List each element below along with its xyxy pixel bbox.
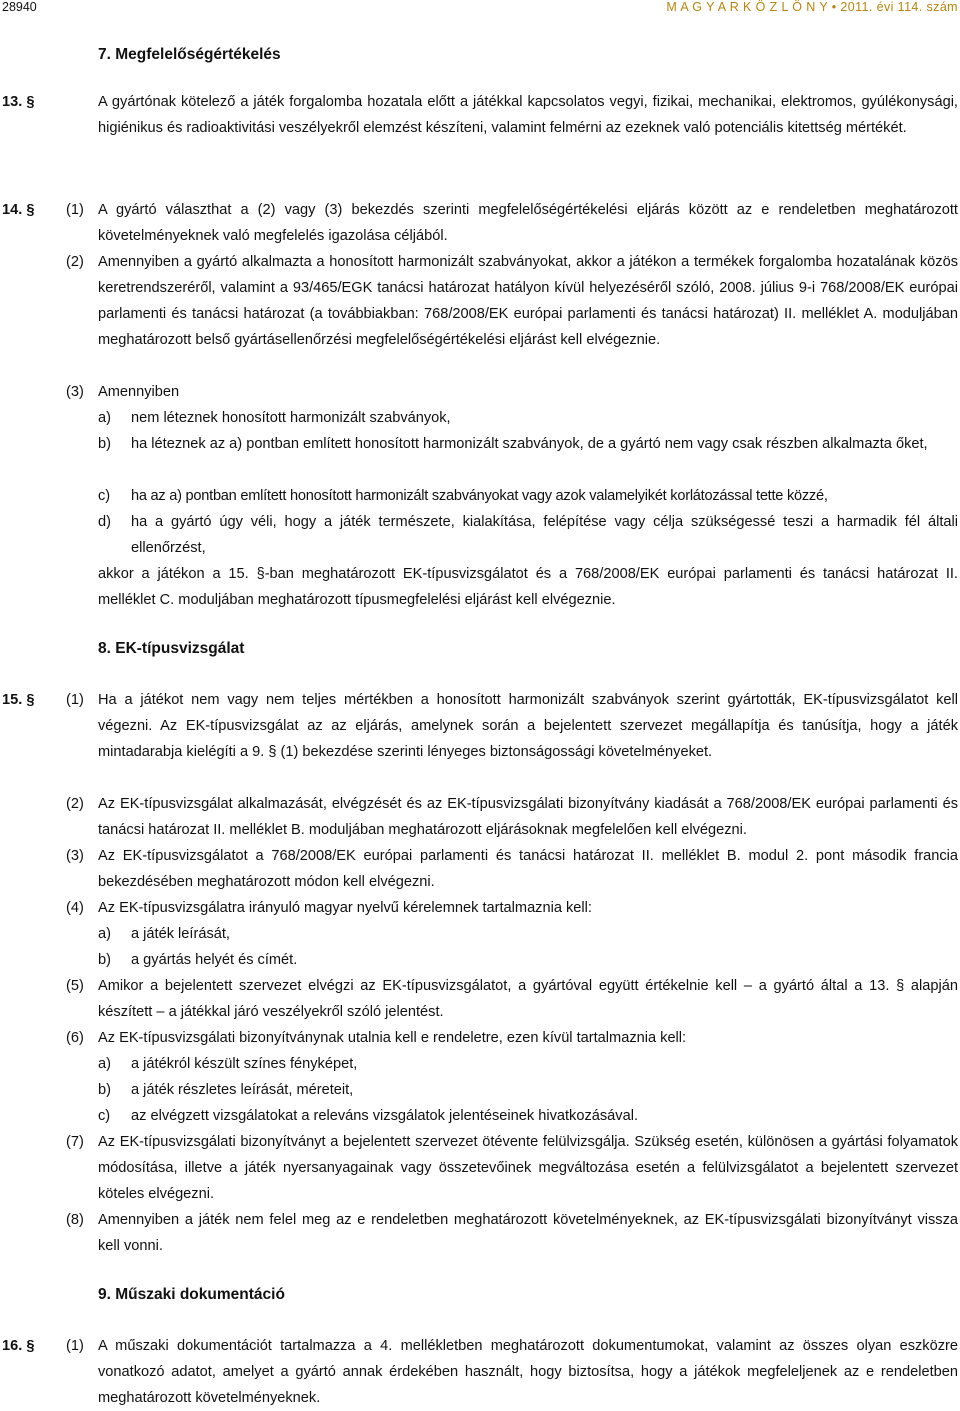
subsection-marker: (2) — [66, 254, 84, 270]
subsection-marker: (7) — [66, 1134, 84, 1150]
section-title-7: 7. Megfelelőségértékelés — [98, 46, 281, 63]
list-item-text: a játék leírását, — [131, 926, 230, 942]
p15-subsection-7: Az EK-típusvizsgálati bizonyítványt a bejelentett szervezet ötévente felülvizsgálja. Szükség esetén, különösen a gyártási folyamatok módosítása, illetve a játék nyersanyagainak vagy összetevőinek megváltozása esetén a felülvizsgálatot a bejelentett szervezet köteles elvégezni. — [98, 1134, 958, 1202]
p14-subsection-2: Amennyiben a gyártó alkalmazta a honosított harmonizált szabványokat, akkor a játékon a termékek forgalomba hozatalának közös keretrendszeréről, valamint a 93/465/EGK tanácsi határozat hatályon kívül helyezéséről szóló, 2008. július 9-i 768/2008/EK európai parlamenti és tanácsi határozat (a továbbiakban: 768/2008/EK európai parlamenti és tanácsi határozat) II. melléklet A. moduljában meghatározott belső gyártásellenőrzési megfelelőségértékelési eljárást kell elvégeznie. — [98, 254, 958, 348]
page-number: 28940 — [2, 0, 37, 14]
list-item-label: a) — [98, 1056, 111, 1072]
list-item-label: d) — [98, 514, 111, 530]
subsection-marker: (3) — [66, 384, 84, 400]
list-item-text: nem léteznek honosított harmonizált szabványok, — [131, 410, 451, 426]
p15-subsection-4: Az EK-típusvizsgálatra irányuló magyar nyelvű kérelemnek tartalmaznia kell: — [98, 900, 592, 916]
p15-subsection-8: Amennyiben a játék nem felel meg az e rendeletben meghatározott követelményeknek, az EK-típusvizsgálati bizonyítványt vissza kell vonni. — [98, 1212, 958, 1254]
paragraph-number-13: 13. § — [2, 94, 35, 110]
subsection-marker: (1) — [66, 692, 84, 708]
subsection-marker: (5) — [66, 978, 84, 994]
list-item-label: c) — [98, 1108, 111, 1124]
p14-subsection-3-conclusion: akkor a játékon a 15. §-ban meghatározott EK-típusvizsgálatot és a 768/2008/EK európai parlamenti és tanácsi határozat II. melléklet C. moduljában meghatározott típusmegfelelési eljárást kell elvégeznie. — [98, 566, 958, 608]
list-item-label: a) — [98, 926, 111, 942]
p16-subsection-1: A műszaki dokumentációt tartalmazza a 4. mellékletben meghatározott dokumentumokat, valamint az összes olyan eszközre vonatkozó adatot, amelyet a gyártó annak érdekében használt, hogy biztosítsa, hogy a játékok megfeleljenek az e rendeletben meghatározott követelményeknek. — [98, 1338, 958, 1406]
list-item-text: a játék részletes leírását, méreteit, — [131, 1082, 354, 1098]
subsection-marker: (8) — [66, 1212, 84, 1228]
p15-subsection-1: Ha a játékot nem vagy nem teljes mértékben a honosított harmonizált szabványok szerint gyártották, EK-típusvizsgálatot kell végezni. Az EK-típusvizsgálat az az eljárás, amelynek során a bejelentett szervezet megállapítja és tanúsítja, hogy a játék mintadarabja kielégíti a 9. § (1) bekezdése szerinti lényeges biztonságossági követelményeket. — [98, 692, 958, 760]
p15-subsection-3: Az EK-típusvizsgálatot a 768/2008/EK európai parlamenti és tanácsi határozat II. melléklet B. modul 2. pont második francia bekezdésében meghatározott módon kell elvégezni. — [98, 848, 958, 890]
journal-title: M A G Y A R K Ö Z L Ö N Y • 2011. évi 114. szám — [666, 0, 958, 14]
list-item-text: az elvégzett vizsgálatokat a releváns vizsgálatok jelentéseinek hivatkozásával. — [131, 1108, 639, 1124]
subsection-marker: (1) — [66, 202, 84, 218]
list-item-text: ha az a) pontban említett honosított harmonizált szabványokat vagy azok valamelyikét korlátozással tette közzé, — [131, 488, 828, 504]
list-item-text: ha a gyártó úgy véli, hogy a játék természete, kialakítása, felépítése vagy célja szükségessé teszi a harmadik fél általi ellenőrzést, — [131, 514, 958, 556]
p14-subsection-1: A gyártó választhat a (2) vagy (3) bekezdés szerinti megfelelőségértékelési eljárás között az e rendeletben meghatározott követelményeknek való megfelelés igazolása céljából. — [98, 202, 958, 244]
paragraph-number-14: 14. § — [2, 202, 35, 218]
subsection-marker: (3) — [66, 848, 84, 864]
list-item-text: a gyártás helyét és címét. — [131, 952, 298, 968]
p15-subsection-2: Az EK-típusvizsgálat alkalmazását, elvégzését és az EK-típusvizsgálati bizonyítvány kiadását a 768/2008/EK európai parlamenti és tanácsi határozat II. melléklet B. moduljában meghatározott eljárásoknak megfelelően kell elvégezni. — [98, 796, 958, 838]
list-item-label: b) — [98, 952, 111, 968]
subsection-marker: (4) — [66, 900, 84, 916]
subsection-marker: (1) — [66, 1338, 84, 1354]
page-header — [0, 0, 960, 16]
list-item-text: ha léteznek az a) pontban említett honosított harmonizált szabványok, de a gyártó nem vagy csak részben alkalmazta őket, — [131, 436, 928, 452]
p14-subsection-3-intro: Amennyiben — [98, 384, 180, 400]
list-item-label: a) — [98, 410, 111, 426]
paragraph-13-text: A gyártónak kötelező a játék forgalomba hozatala előtt a játékkal kapcsolatos vegyi, fizikai, mechanikai, elektromos, gyúlékonysági, higiénikus és radioaktivitási veszélyekről elemzést készíteni, valamint felmérni az ezeknek való potenciális kitettség mértékét. — [98, 94, 958, 136]
subsection-marker: (2) — [66, 796, 84, 812]
list-item-text: a játékról készült színes fényképet, — [131, 1056, 358, 1072]
paragraph-number-15: 15. § — [2, 692, 35, 708]
p15-subsection-5: Amikor a bejelentett szervezet elvégzi az EK-típusvizsgálatot, a gyártóval együtt értékelnie kell – a gyártó által a 13. § alapján készített – a játékkal járó veszélyekről szóló jelentést. — [98, 978, 958, 1020]
p15-subsection-6: Az EK-típusvizsgálati bizonyítványnak utalnia kell e rendeletre, ezen kívül tartalmaznia kell: — [98, 1030, 687, 1046]
list-item-label: b) — [98, 436, 111, 452]
list-item-label: c) — [98, 488, 111, 504]
section-title-8: 8. EK-típusvizsgálat — [98, 640, 245, 657]
subsection-marker: (6) — [66, 1030, 84, 1046]
paragraph-number-16: 16. § — [2, 1338, 35, 1354]
list-item-label: b) — [98, 1082, 111, 1098]
section-title-9: 9. Műszaki dokumentáció — [98, 1286, 285, 1303]
